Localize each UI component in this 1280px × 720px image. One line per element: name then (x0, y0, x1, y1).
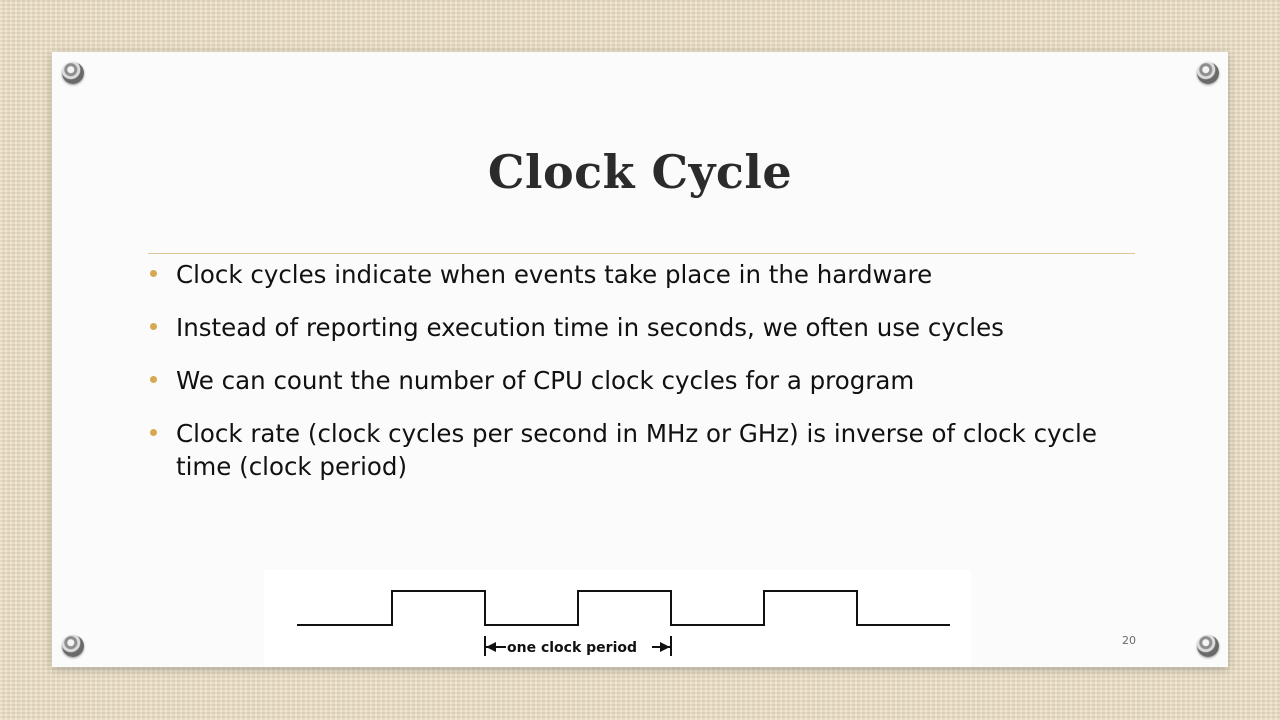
pin-icon-bottom-right (1197, 635, 1219, 657)
pin-icon-top-right (1197, 62, 1219, 84)
clock-waveform-diagram (264, 570, 971, 667)
bullet-item (148, 311, 1138, 344)
bullet-dot-icon (150, 376, 157, 383)
bullet-dot-icon (150, 429, 157, 436)
slide-title: Clock Cycle (487, 145, 793, 199)
clock-waveform (297, 591, 950, 625)
page-number: 20 (1122, 634, 1136, 647)
title-divider (148, 253, 1135, 254)
bullet-item (148, 258, 1138, 291)
bullet-item (148, 364, 1138, 397)
bullet-list (148, 258, 1138, 503)
bullet-text: Clock rate (clock cycles per second in MHz or GHz) is inverse of clock cycle time (clock period) (176, 419, 1097, 481)
bullet-text: Instead of reporting execution time in seconds, we often use cycles (176, 313, 1004, 342)
pin-icon-bottom-left (62, 635, 84, 657)
period-arrowhead-right (660, 642, 670, 652)
bullet-text: We can count the number of CPU clock cycles for a program (176, 366, 915, 395)
bullet-item (148, 417, 1138, 483)
period-label: one clock period (507, 640, 638, 656)
pin-icon-top-left (62, 62, 84, 84)
bullet-text: Clock cycles indicate when events take place in the hardware (176, 260, 933, 289)
bullet-dot-icon (150, 323, 157, 330)
bullet-dot-icon (150, 270, 157, 277)
period-arrowhead-left (486, 642, 496, 652)
